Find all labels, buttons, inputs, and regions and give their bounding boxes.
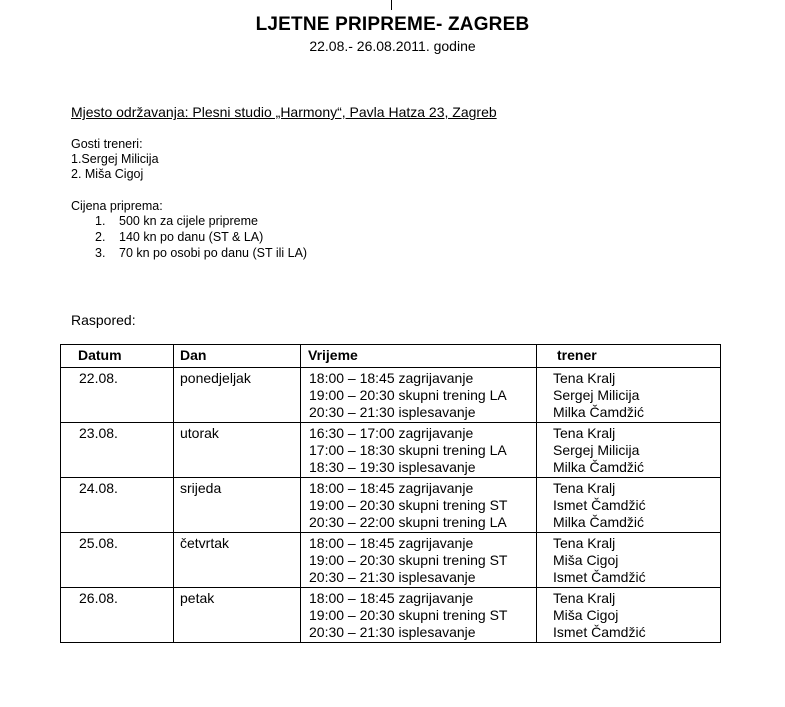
time-slot: 18:00 – 18:45 zagrijavanje (309, 590, 474, 606)
prices-list (95, 213, 307, 261)
guest-coach-item: 2. Miša Cigoj (71, 167, 144, 181)
price-item-number: 1. (95, 214, 106, 228)
trainer-cell (537, 533, 721, 588)
trainer-name: Tena Kralj (553, 480, 616, 496)
table-row (61, 478, 721, 533)
text-cursor (391, 0, 392, 10)
table-header-row (61, 345, 721, 368)
guest-coaches-heading: Gosti treneri: (71, 137, 143, 151)
date-cell: 23.08. (61, 423, 174, 478)
prices-heading: Cijena priprema: (71, 199, 163, 213)
document-subtitle: 22.08.- 26.08.2011. godine (309, 38, 476, 54)
time-slot: 16:30 – 17:00 zagrijavanje (309, 425, 474, 441)
trainer-name: Miša Cigoj (553, 607, 619, 623)
day-cell: ponedjeljak (174, 368, 301, 423)
trainer-name: Ismet Čamdžić (553, 497, 646, 513)
time-slot: 18:00 – 18:45 zagrijavanje (309, 480, 474, 496)
time-cell (301, 368, 537, 423)
price-item-number: 3. (95, 246, 106, 260)
trainer-name: Milka Čamdžić (553, 514, 645, 530)
column-header-day: Dan (174, 345, 301, 368)
trainer-name: Milka Čamdžić (553, 404, 645, 420)
time-slot: 19:00 – 20:30 skupni trening LA (309, 387, 507, 403)
day-cell: srijeda (174, 478, 301, 533)
date-cell: 25.08. (61, 533, 174, 588)
price-item-number: 2. (95, 230, 106, 244)
time-slot: 18:00 – 18:45 zagrijavanje (309, 535, 474, 551)
trainer-cell (537, 588, 721, 643)
time-slot: 18:00 – 18:45 zagrijavanje (309, 370, 474, 386)
column-header-trainer: trener (537, 345, 721, 368)
trainer-name: Miša Cigoj (553, 552, 619, 568)
table-row (61, 368, 721, 423)
price-item-text: 140 kn po danu (ST & LA) (119, 230, 264, 244)
time-slot: 20:30 – 22:00 skupni trening LA (309, 514, 507, 530)
trainer-name: Sergej Milicija (553, 442, 640, 458)
date-cell: 26.08. (61, 588, 174, 643)
trainer-name: Sergej Milicija (553, 387, 640, 403)
trainer-cell (537, 478, 721, 533)
trainer-name: Tena Kralj (553, 590, 616, 606)
table-row (61, 423, 721, 478)
table-row (61, 533, 721, 588)
venue-line: Mjesto održavanja: Plesni studio „Harmony“, Pavla Hatza 23, Zagreb (71, 104, 497, 120)
time-slot: 19:00 – 20:30 skupni trening ST (309, 607, 508, 623)
date-cell: 22.08. (61, 368, 174, 423)
schedule-table (60, 344, 721, 643)
column-header-date: Datum (61, 345, 174, 368)
trainer-name: Tena Kralj (553, 425, 616, 441)
price-item (95, 245, 307, 261)
price-item (95, 229, 307, 245)
guest-coaches-section (71, 137, 159, 182)
guest-coach-item: 1.Sergej Milicija (71, 152, 159, 166)
table-row (61, 588, 721, 643)
day-cell: četvrtak (174, 533, 301, 588)
day-cell: utorak (174, 423, 301, 478)
time-cell (301, 423, 537, 478)
price-item (95, 213, 307, 229)
column-header-time: Vrijeme (301, 345, 537, 368)
time-slot: 19:00 – 20:30 skupni trening ST (309, 552, 508, 568)
time-slot: 18:30 – 19:30 isplesavanje (309, 459, 476, 475)
document-title: LJETNE PRIPREME- ZAGREB (255, 14, 530, 35)
time-cell (301, 588, 537, 643)
day-cell: petak (174, 588, 301, 643)
trainer-name: Ismet Čamdžić (553, 569, 646, 585)
time-slot: 19:00 – 20:30 skupni trening ST (309, 497, 508, 513)
price-item-text: 70 kn po osobi po danu (ST ili LA) (119, 246, 308, 260)
schedule-label: Raspored: (71, 312, 136, 328)
time-slot: 17:00 – 18:30 skupni trening LA (309, 442, 507, 458)
price-item-text: 500 kn za cijele pripreme (119, 214, 258, 228)
time-cell (301, 478, 537, 533)
trainer-name: Tena Kralj (553, 535, 616, 551)
trainer-cell (537, 368, 721, 423)
trainer-name: Tena Kralj (553, 370, 616, 386)
trainer-name: Milka Čamdžić (553, 459, 645, 475)
date-cell: 24.08. (61, 478, 174, 533)
trainer-name: Ismet Čamdžić (553, 624, 646, 640)
time-cell (301, 533, 537, 588)
time-slot: 20:30 – 21:30 isplesavanje (309, 569, 476, 585)
time-slot: 20:30 – 21:30 isplesavanje (309, 624, 476, 640)
trainer-cell (537, 423, 721, 478)
time-slot: 20:30 – 21:30 isplesavanje (309, 404, 476, 420)
